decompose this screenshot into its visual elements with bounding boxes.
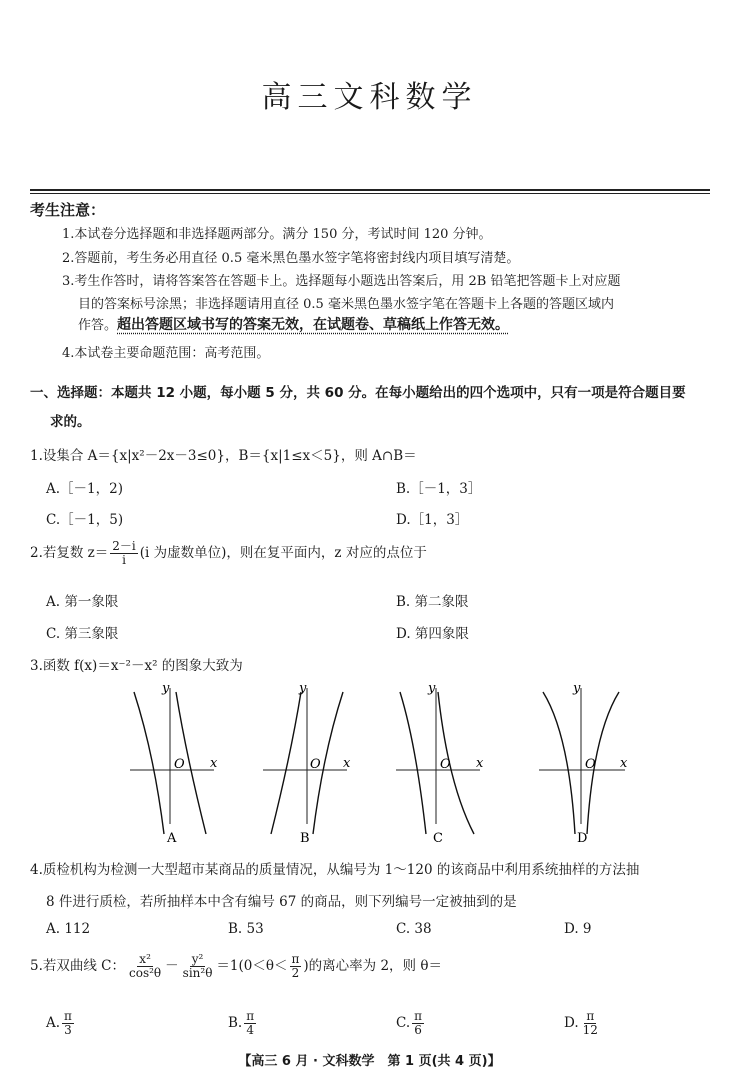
q5-option-c-label: C.: [396, 1015, 411, 1031]
q5-minus: －: [165, 958, 179, 974]
q5-cond-den: 2: [291, 966, 300, 980]
q5-eq: ＝1: [216, 958, 239, 974]
q4-option-b: B. 53: [228, 921, 264, 937]
q5-option-a: [46, 1010, 76, 1037]
graph-b-origin: O: [310, 757, 321, 772]
q1-option-a: A.［－1，2): [46, 481, 123, 497]
q5-option-b-den: 4: [246, 1023, 254, 1037]
graph-a-y-label: y: [162, 684, 170, 696]
q2-suffix: (i 为虚数单位)，则在复平面内，z 对应的点位于: [139, 545, 427, 561]
q2-fraction: [110, 540, 137, 567]
q1-stem: 1.设集合 A＝{x|x²－2x－3≤0}，B＝{x|1≤x＜5}，则 A∩B＝: [30, 448, 417, 464]
q5-option-a-num: π: [64, 1009, 72, 1023]
graph-c-x-label: x: [476, 756, 484, 771]
graph-d: [531, 684, 631, 844]
q5-cond-fraction: [290, 953, 302, 980]
page-footer: 【高三 6 月 · 文科数学 第 1 页(共 4 页)】: [238, 1054, 501, 1069]
graph-d-x-label: x: [620, 756, 628, 771]
graph-c: [388, 684, 488, 844]
q2-option-a: A. 第一象限: [46, 594, 119, 610]
q5-option-a-label: A.: [46, 1015, 61, 1031]
q5-option-b-num: π: [246, 1009, 255, 1023]
q2-option-d: D. 第四象限: [396, 626, 469, 642]
q2-fraction-den: i: [122, 553, 126, 567]
q5-option-c-num: π: [414, 1009, 423, 1023]
q5-option-d-den: 12: [582, 1023, 598, 1037]
q5-option-b-label: B.: [228, 1015, 243, 1031]
q5-stem: [30, 953, 442, 980]
q5-cond-post: ): [303, 958, 309, 974]
q4-stem: 4.质检机构为检测一大型超市某商品的质量情况，从编号为 1～120 的该商品中利用系统抽样的方法抽: [30, 862, 640, 878]
q5-f1-num: x²: [139, 952, 151, 966]
q1-option-c: C.［－1，5): [46, 512, 124, 528]
q5-option-b: [228, 1010, 258, 1037]
q3-stem: 3.函数 f(x)＝x⁻²－x² 的图象大致为: [30, 658, 243, 674]
q5-f2-num: y²: [191, 952, 204, 966]
q5-option-c: [396, 1010, 426, 1037]
q5-option-d-frac: [581, 1010, 600, 1037]
notice-heading: 考生注意：: [30, 201, 106, 219]
q2-fraction-num: 2－i: [112, 539, 136, 553]
q4-option-d: D. 9: [564, 921, 592, 937]
graph-a-label: A: [167, 831, 177, 844]
q4-option-c: C. 38: [396, 921, 432, 937]
graph-d-y-label: y: [573, 684, 581, 696]
q5-fraction-2: [181, 953, 215, 980]
page-title: 高三文科数学: [261, 80, 478, 115]
q5-option-d-label: D.: [564, 1015, 579, 1031]
q1-option-b: B.［－1，3］: [396, 481, 482, 497]
graph-b-curve-left: [271, 692, 301, 834]
graph-d-label: D: [577, 831, 588, 844]
graph-c-curve-left: [400, 692, 426, 834]
q5-suffix: 的离心率为 2，则 θ＝: [308, 958, 442, 974]
q2-option-c: C. 第三象限: [46, 626, 119, 642]
graph-a-curve-left: [134, 692, 164, 834]
graph-b: [255, 684, 355, 844]
graph-c-label: C: [433, 831, 443, 844]
top-rule-thin: [30, 193, 710, 194]
q5-option-c-frac: [412, 1010, 424, 1037]
q5-cond-num: π: [291, 952, 300, 966]
q5-cond-pre: (0＜θ＜: [238, 958, 288, 974]
graph-b-label: B: [300, 831, 310, 844]
q5-fraction-1: [127, 953, 163, 980]
q2-prefix: 2.若复数 z＝: [30, 545, 109, 561]
notice-item-3-end: [78, 314, 509, 334]
q4-option-a: A. 112: [46, 921, 91, 937]
graph-a: [122, 684, 222, 844]
notice-item-3: 3.考生作答时，请将答案答在答题卡上。选择题每小题选出答案后，用 2B 铅笔把答题卡上对应题: [62, 274, 621, 289]
graph-c-origin: O: [440, 757, 451, 772]
graph-d-origin: O: [585, 757, 596, 772]
notice-item-3-cont: 目的答案标号涂黑；非选择题请用直径 0.5 毫米黑色墨水签字笔在答题卡上各题的答题区域内: [78, 297, 614, 312]
q1-option-d: D.［1，3］: [396, 512, 469, 528]
q5-option-d: [564, 1010, 602, 1037]
notice-item-4: 4.本试卷主要命题范围：高考范围。: [62, 346, 270, 361]
q5-option-d-num: π: [586, 1009, 595, 1023]
notice-item-2: 2.答题前，考生务必用直径 0.5 毫米黑色墨水签字笔将密封线内项目填写清楚。: [62, 251, 520, 266]
graph-a-x-label: x: [210, 756, 218, 771]
q5-option-b-frac: [244, 1010, 256, 1037]
notice-emphasis: 超出答题区域书写的答案无效，在试题卷、草稿纸上作答无效。: [117, 317, 510, 333]
graph-a-origin: O: [174, 757, 185, 772]
section-heading-cont: 求的。: [50, 414, 91, 430]
graph-b-x-label: x: [343, 756, 351, 771]
graph-c-y-label: y: [428, 684, 436, 696]
q4-stem-cont: 8 件进行质检，若所抽样本中含有编号 67 的商品，则下列编号一定被抽到的是: [46, 894, 517, 910]
notice-item-3-tail: 作答。: [78, 318, 118, 333]
q2-stem: [30, 540, 427, 567]
q5-option-a-frac: [62, 1010, 74, 1037]
graph-b-y-label: y: [299, 684, 307, 696]
q5-prefix: 5.若双曲线 C：: [30, 958, 126, 974]
q5-f1-den: cos²θ: [129, 966, 162, 980]
notice-item-1: 1.本试卷分选择题和非选择题两部分。满分 150 分，考试时间 120 分钟。: [62, 227, 492, 242]
q5-option-c-den: 6: [414, 1023, 422, 1037]
q5-option-a-den: 3: [64, 1023, 72, 1037]
q2-option-b: B. 第二象限: [396, 594, 469, 610]
graph-d-curve-left: [543, 692, 575, 834]
q5-f2-den: sin²θ: [182, 966, 213, 980]
section-heading: 一、选择题：本题共 12 小题，每小题 5 分，共 60 分。在每小题给出的四个选项中，只有一项是符合题目要: [30, 385, 686, 401]
top-rule: [30, 189, 710, 191]
